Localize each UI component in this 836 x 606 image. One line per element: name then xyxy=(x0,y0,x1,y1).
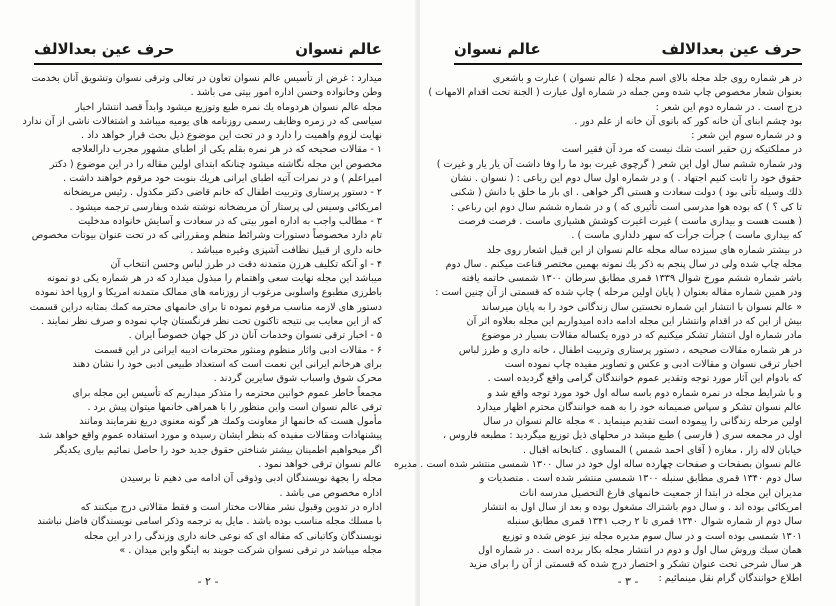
text-line: مجله میباشد در ترقی نسوان شرکت جویند به اینگو واین میدان . » xyxy=(119,544,382,556)
text-line: که از این معایب بی نتیجه تاکنون تحت نظر فرنگستان چاپ نموده و صرف نظر نمایند . xyxy=(40,316,382,328)
left-page-body xyxy=(22,72,382,558)
text-line: و در شماره سوم این شعر : xyxy=(691,130,802,142)
left-page-header xyxy=(34,36,382,66)
text-line: اداره مخصوص می باشد . xyxy=(279,487,382,499)
left-header-rule xyxy=(34,63,382,65)
left-page xyxy=(0,0,416,606)
left-page-number: - ۲ - xyxy=(197,575,219,588)
text-line: مجمعاً خاطر عموم خوانین محترمه را متذکر میداریم که تأسیس این مجله برای xyxy=(72,387,382,399)
text-line: اول در مجمعه سری ( فارسی ) طبع میشد در محلهای ذیل توزیع میگردید : مطبعه فاروس ، xyxy=(442,430,802,442)
text-line: ودر شماره ششم سال اول این شعر ( گرچوی غیرت بود ما را وفا داشت آن یار یار و غیرت ) xyxy=(436,158,802,170)
text-line: ۴ - او آنکه تکلیف هرزن متمدنه دقت در طرز لباس وحسن انتخاب آن xyxy=(110,258,382,270)
text-line: خیابان لاله زار ، مغازه ( آقای احمد شمس ) المساوی . کتابخانه اقبال . xyxy=(522,444,802,456)
left-header-name: عالم نسوان xyxy=(295,40,382,58)
text-line: اداره در تدوین وقبول نشر مقالات مختار است و فقط مقالاتی درج میکنند که xyxy=(80,501,382,513)
text-line: نویسندگان وکاتبانی که مقاله ای که نوعی خانه داری وزندگی را در این مجله xyxy=(84,530,382,542)
text-line: برای هرخانم ایرانی این نعمت است که استعداد طبیعی ادبی خود را نشان دهند xyxy=(72,358,382,370)
text-line: میدارد : غرض از تأسیس عالم نسوان تعاون در تعالی وترقی نسوان وتشویق آنان بخدمت xyxy=(31,73,382,84)
right-header-rule xyxy=(454,63,802,65)
text-line: مجله عالم نسوان هردوماه یك نمره طبع وتوزیع میشود وابداً قصد انتشار اخبار xyxy=(75,101,382,113)
text-line: امریکائی وسیس لی پرستار آن مریضخانه نوشته شده وبفارسی ترجمه میشود . xyxy=(69,201,382,213)
text-line: ( هست هست و بیداری ماست ) غیرت اغیرت کوشش هشیاری ماست . فرصت فرصت xyxy=(458,215,802,227)
text-line: ۵ - اخبار ترقی نسوان وخدمات آنان در کل جهان خصوصاً ایران . xyxy=(128,330,382,342)
text-line: عالم نسوان ترقی خواهد نمود . xyxy=(258,459,382,471)
text-line: نهایت لزوم واهمیت را دارد و در تحت این موضوع ذیل بحث قرار خواهد داد . xyxy=(81,130,382,142)
text-line: مجله را بجهة نویسندگان ادبی وذوقی آن ادامه می دهیم تا برسیدن xyxy=(120,473,382,485)
text-line: خانه داری از قبیل نظافت آشپزی وغیره میباشد . xyxy=(190,244,382,256)
right-page-number: - ۳ - xyxy=(617,575,639,588)
text-line: همان سبك وروش سال اول و دوم در انتشار مجله بکار برده است . در شماره اول xyxy=(478,544,802,556)
text-line: ذلك وسیله تأتی بود ) دولت سعادت و هستی اگر خواهی . ای بار ما خلق با دانش ( شکنی xyxy=(450,187,802,199)
text-line: میباشد این مجله نهایت سعی واهتمام را مبذول میدارد که در هر شماره یکی دو نمونه xyxy=(47,273,382,285)
text-line: اولین مرحله زندگانی را پیموده است تقدیم مینماید . » مجله عالم نسوان در سال xyxy=(482,416,802,428)
right-header-title: حرف عین بعدالالف xyxy=(661,40,802,58)
text-line: ترقی عالم نسوان است واین منظور را با همراهی خانمها میتوان پیش برد . xyxy=(87,401,382,413)
text-line: اخبار ترقی نسوان و مقالات ادبی و عکس و تصاویر مفیده چاپ نموده است xyxy=(504,358,802,370)
text-line: وطن وخانواده وحسن اداره امور بیتی می باشد . xyxy=(190,87,382,99)
text-line: امیراعلم ) و در نمرات آتیه اطبای ایرانی هریك بنوبت خود مرقوم خواهند داشت . xyxy=(63,173,382,185)
text-line: دستور های لازمه مناسب مرقوم نموده تا برای خانمهای محترمه کمك بمثابه دراین قسمت xyxy=(29,301,382,313)
text-line: عالم نسوان تشکر و سپاس صمیمانه خود را به همه خوانندگان محترم اظهار میدارد xyxy=(476,401,802,413)
text-line: ودر همین شماره مقاله بعنوان ( پایان اولین مرحله ) چاپ شده که قسمتی از آن چنین است : xyxy=(435,287,802,299)
text-line: بیش از این که در اقدام وانتشار این مجله ادامه داده امیدواریم این مجله بعلاوه اثر آن xyxy=(466,316,802,328)
text-line: سال دوم از شماره شوال ۱۳۴۰ قمری تا ۲ رجب ۱۳۴۱ قمری مطابق سنبله xyxy=(506,516,802,528)
text-line: بود چشم ابنای آن خانه کور که بانوی آن خانه از علم دور . xyxy=(574,115,802,127)
text-line: در مملکتیکه زن حقیر است شك نیست که مرد آن فقیر است xyxy=(561,144,802,156)
text-line: هر سال شرحی تحت عنوان تشکر و اختصار درج شده که قسمتی از آن را برای مزید xyxy=(469,559,802,571)
right-header-name: عالم نسوان xyxy=(454,40,541,58)
text-line: باطرزی مطبوع واسلوبی مرغوب از روزنامه های ممالک متمدنه امریکا و اروپا اخذ نموده xyxy=(35,287,382,299)
text-line: ۱ - مقالات صحیحه که در هر نمره بقلم یکی از اطبای مشهور مجرب دارالعلاجه xyxy=(71,144,382,156)
text-line: مأمول هست که خانمها از معاونت وکمك هر گونه معنوی دریغ نفرمایند ومانند xyxy=(79,416,382,428)
text-line: ۲ - دستور پرستاری وتربیت اطفال که خانم قاضی دکتر مکدول . رئیس مریضخانه xyxy=(63,187,382,199)
text-line: و با شرایط مجله در نمره شماره دوم باسه ساله اول خود مورد توجه واقع شد و xyxy=(487,387,802,399)
text-line: در هر شماره روی جلد مجله بالای اسم مجله ( عالم نسوان ) عبارت و باشعری xyxy=(492,73,802,84)
right-page-body xyxy=(394,72,802,587)
text-line: در بیشتر شماره های سیزده ساله مجله عالم نسوان از این قبیل اشعار روی جلد xyxy=(486,244,802,256)
text-line: اگر میخواهیم اطمینان بیشتر شناختن حقوق جدید خود را حاصل نمائیم بیاری یکدیگر xyxy=(54,444,382,456)
text-line: مادر شماره اول انتشار تشکر میکنیم که در دوره یکساله مقالات بسیار در موضوع xyxy=(481,330,802,342)
text-line: اطلاع خوانندگان گرام نقل مینمائیم : xyxy=(658,573,802,585)
text-line: ۱۳۰۱ شمسی بوده است و در سال سوم مدیره مجله نیز عوض شده و توزیع xyxy=(502,530,802,542)
text-line: عالم نسوان بصفحات و صفحات چهارده ساله اول خود در سال ۱۳۰۰ شمسی منتشر شده است . مدیره xyxy=(394,459,802,471)
text-line: « عالم نسوان با انتشار این شماره نخستین سال زندگانی خود را به پایان میرساند xyxy=(481,301,802,313)
text-line: تام دارد مخصوصاً دستورات وشرائط منظم ومقرراتی که در تحت عنوان بیوتات مخصوص xyxy=(31,230,382,242)
text-line: امریکائی بوده اند . و سال دوم باشتراك مشغول بوده و بعد از سال اول به انتشار xyxy=(482,501,802,513)
text-line: سیاسی که در زمره وظایف رسمی روزنامه های یومیه میباشد و اشتغالات ناشی از آن ندارد xyxy=(22,115,382,127)
text-line: ۳ - مطالب واجب به اداره امور بیتی که در سعادت و آسایش خانواده مدخلیت xyxy=(78,215,382,227)
text-line: در هر شماره مقالات صحیحه ، دستور پرستاری وتربیت اطفال ، خانه داری و طرز لباس xyxy=(458,344,802,356)
text-line: پیشنهادات ومقالات مفیده که بنظر ایشان رسیده و مورد استفاده عموم واقع خواهد شد xyxy=(38,430,382,442)
text-line: سال دوم ۱۳۴۰ قمری مطابق سنبله ۱۳۰۰ شمسی منتشر شده است . متصدیات و xyxy=(479,473,802,485)
text-line: بعنوان شعار مخصوص چاپ شده ومن جمله در شماره اول عبارت ( الجنة تحت اقدام الامهات ) xyxy=(428,87,802,99)
text-line: محرک شوق واسباب شوق سایرین گردند . xyxy=(213,373,382,385)
text-line: با مسلك مجله مناسب بوده باشد . مایل به ترجمه وذکر اسامی نویسندگان فاضل نباشند xyxy=(37,516,382,528)
text-line: باشر شماره ششم مورخ شوال ۱۳۳۹ قمری مطابق سرطان ۱۳۰۰ شمسی خاتمه یافته xyxy=(461,273,802,285)
text-line: حقوق خود را ثابت کنیم اجتهاد . ) و در شماره اول سال دوم این رباعی : ( نسوان . نشان xyxy=(450,173,802,185)
right-page xyxy=(394,0,836,606)
text-line: مجله چاپ شده ولی در سال پنجم به ذکر یك نمونه بهمین مختصر قناعت میکنم . سال دوم xyxy=(445,258,802,270)
text-line: تا کی ؟ ) که بوده هوا مدرسی است تأثیری که ) و در شماره ششم سال دوم این رباعی : xyxy=(451,201,802,213)
text-line: که بیداری ماست ) جرأت جرأت که سهر دلداری ماست ) . xyxy=(571,230,802,242)
left-header-title: حرف عین بعدالالف xyxy=(34,40,175,58)
right-page-header xyxy=(454,36,802,66)
text-line: درج است . در شماره دوم این شعر : xyxy=(655,101,802,113)
text-line: ۶ - مقالات ادبی واثار منظوم ومنثور محترمات ادیبه ایرانی در این قسمت xyxy=(94,344,382,356)
text-line: مخصوص این مجله نگاشته میشود چنانکه ابتدای اولین مقاله را در این موضوع ( دکتر xyxy=(49,158,382,170)
text-line: مدیران این مجله در ابتدا از جمعیت خانمهای فارغ التحصیل مدرسه اناث xyxy=(519,487,802,499)
text-line: که بادوام این آثار مورد توجه وتقدیر عموم خوانندگان گرامی واقع گردیده است . xyxy=(487,373,802,385)
